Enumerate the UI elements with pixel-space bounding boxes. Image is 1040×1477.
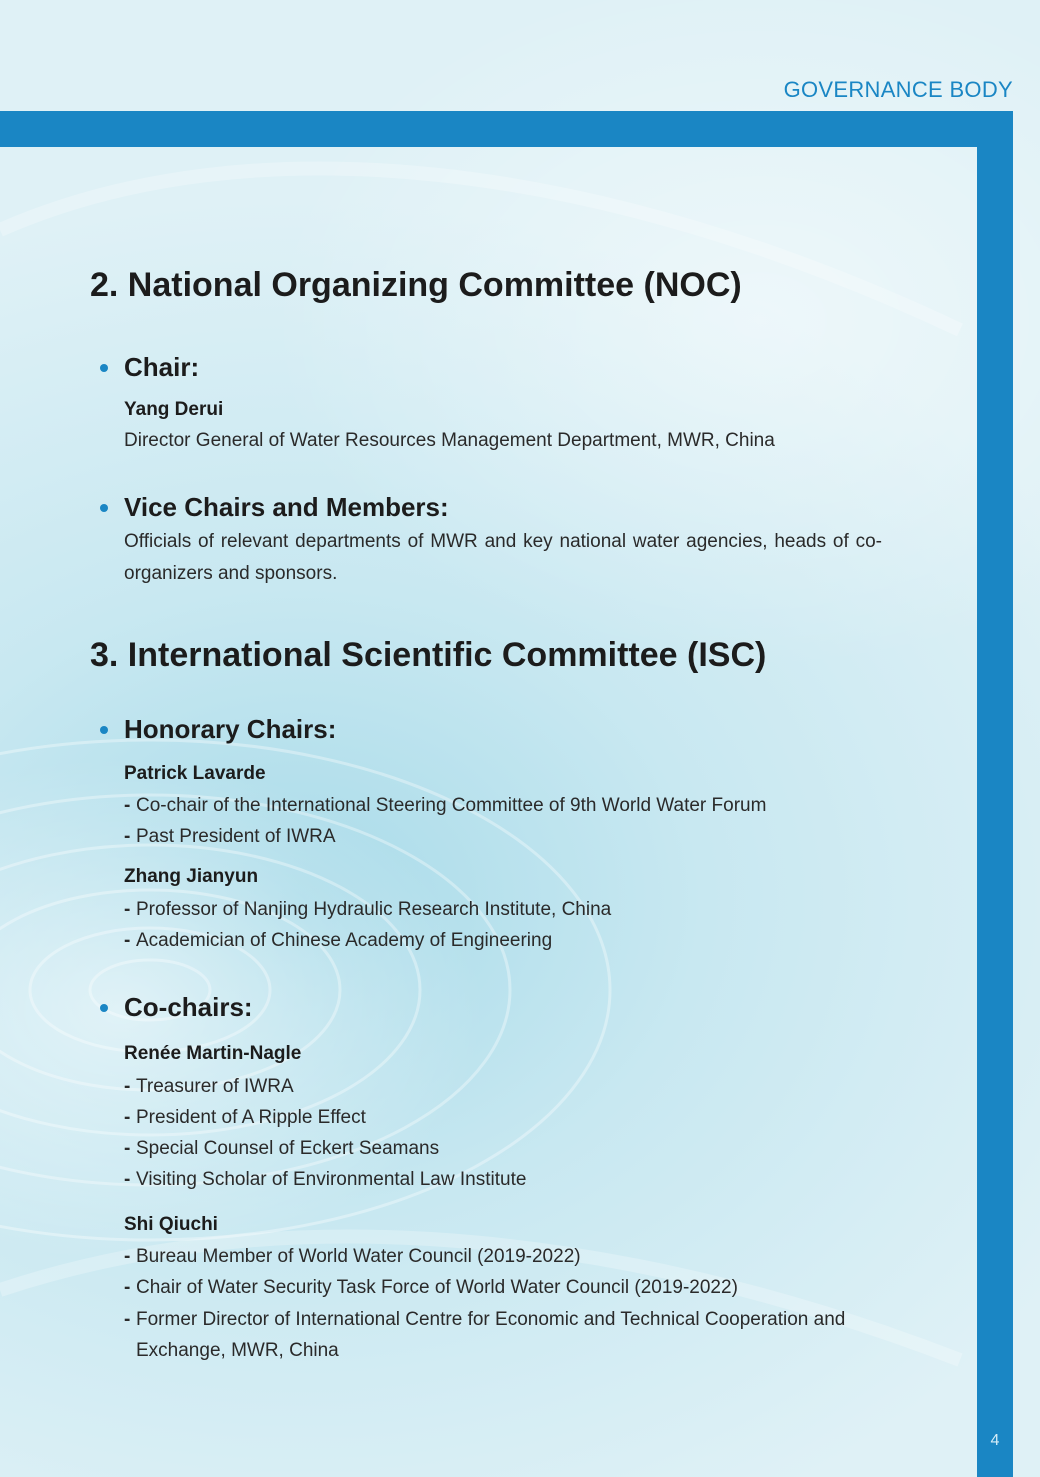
role-text: Past President of IWRA	[136, 826, 336, 847]
dash-glyph: -	[124, 1309, 131, 1330]
noc-heading: 2. National Organizing Committee (NOC)	[90, 266, 742, 304]
page-number: 4	[990, 1432, 1000, 1449]
role-text: Special Counsel of Eckert Seamans	[136, 1138, 440, 1159]
role-item	[124, 1102, 884, 1133]
role-item	[124, 1241, 884, 1272]
header-bar	[0, 111, 1013, 147]
side-bar	[977, 111, 1013, 1477]
role-item	[124, 1164, 884, 1195]
dash-glyph: -	[124, 930, 131, 951]
vice-chairs-description: Officials of relevant departments of MWR and key national water agencies, heads of co-organizers and sponsors.	[124, 531, 882, 584]
chair-heading	[100, 352, 199, 383]
bullet-icon	[100, 364, 108, 372]
person-name: Patrick Lavarde	[124, 763, 266, 784]
role-item	[124, 1304, 884, 1366]
section-tag: GOVERNANCE BODY	[783, 77, 1013, 102]
dash-glyph: -	[124, 1076, 131, 1097]
role-item	[124, 1071, 884, 1102]
vice-chairs-label: Vice Chairs and Members:	[124, 492, 449, 522]
dash-glyph: -	[124, 826, 131, 847]
role-item	[124, 821, 884, 852]
role-text: Former Director of International Centre for Economic and Technical Cooperation and Exchange, MWR, China	[136, 1309, 846, 1361]
bullet-icon	[100, 504, 108, 512]
dash-glyph: -	[124, 1107, 131, 1128]
role-text: Visiting Scholar of Environmental Law Institute	[136, 1169, 527, 1190]
role-text: Professor of Nanjing Hydraulic Research Institute, China	[136, 899, 612, 920]
dash-glyph: -	[124, 1169, 131, 1190]
role-text: Bureau Member of World Water Council (2019-2022)	[136, 1246, 581, 1267]
chair-label: Chair:	[124, 352, 200, 382]
isc-heading: 3. International Scientific Committee (ISC)	[90, 636, 767, 674]
person-name: Zhang Jianyun	[124, 866, 259, 887]
bullet-icon	[100, 726, 108, 734]
dash-glyph: -	[124, 795, 131, 816]
role-item	[124, 925, 884, 956]
dash-glyph: -	[124, 1246, 131, 1267]
role-item	[124, 894, 884, 925]
dash-glyph: -	[124, 1277, 131, 1298]
role-text: Academician of Chinese Academy of Engineering	[136, 930, 553, 951]
person-name: Shi Qiuchi	[124, 1214, 218, 1235]
chair-name: Yang Derui	[124, 399, 224, 420]
role-item	[124, 1133, 884, 1164]
bullet-icon	[100, 1004, 108, 1012]
role-text: Treasurer of IWRA	[136, 1076, 294, 1097]
person-name: Renée Martin-Nagle	[124, 1043, 302, 1064]
role-item	[124, 1272, 884, 1303]
honorary-chairs-heading	[100, 714, 336, 745]
role-item	[124, 790, 884, 821]
role-text: Chair of Water Security Task Force of World Water Council (2019-2022)	[136, 1277, 738, 1298]
honorary-chairs-label: Honorary Chairs:	[124, 714, 337, 744]
role-text: President of A Ripple Effect	[136, 1107, 366, 1128]
co-chairs-label: Co-chairs:	[124, 992, 253, 1022]
co-chairs-heading	[100, 992, 253, 1023]
role-text: Co-chair of the International Steering Committee of 9th World Water Forum	[136, 795, 767, 816]
dash-glyph: -	[124, 899, 131, 920]
dash-glyph: -	[124, 1138, 131, 1159]
chair-title: Director General of Water Resources Management Department, MWR, China	[124, 430, 775, 451]
vice-chairs-heading	[100, 492, 449, 523]
